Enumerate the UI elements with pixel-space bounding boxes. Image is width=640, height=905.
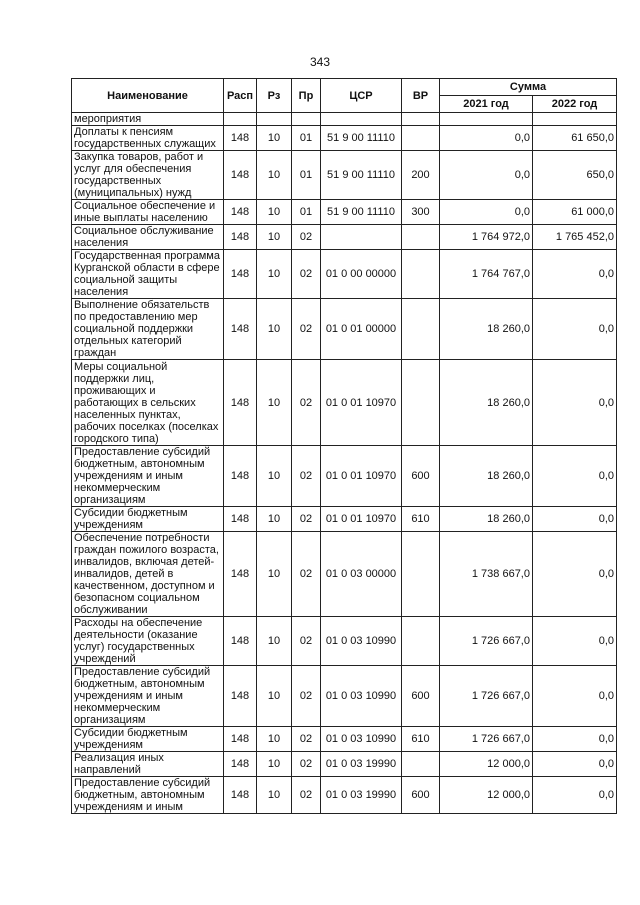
row-sum-2021: 1 726 667,0 xyxy=(440,727,533,752)
row-sum-2022: 0,0 xyxy=(533,617,617,666)
table-body xyxy=(72,113,617,814)
row-pr: 02 xyxy=(292,727,321,752)
row-rasp: 148 xyxy=(224,126,257,151)
row-sum-2021: 18 260,0 xyxy=(440,446,533,507)
row-csr: 01 0 03 10990 xyxy=(321,666,402,727)
row-rz: 10 xyxy=(257,617,292,666)
header-name: Наименование xyxy=(72,79,224,113)
row-pr: 02 xyxy=(292,507,321,532)
header-rz: Рз xyxy=(257,79,292,113)
row-rasp: 148 xyxy=(224,360,257,446)
row-csr: 01 0 01 10970 xyxy=(321,507,402,532)
header-rasp: Расп xyxy=(224,79,257,113)
row-name: Государственная программа Курганской области в сфере социальной защиты населения xyxy=(72,250,224,299)
row-vr: 610 xyxy=(402,727,440,752)
row-rasp: 148 xyxy=(224,250,257,299)
row-rz: 10 xyxy=(257,126,292,151)
row-csr: 01 0 01 10970 xyxy=(321,446,402,507)
row-rz: 10 xyxy=(257,727,292,752)
row-name: Закупка товаров, работ и услуг для обеспечения государственных (муниципальных) нужд xyxy=(72,151,224,200)
row-rasp: 148 xyxy=(224,752,257,777)
row-pr: 01 xyxy=(292,200,321,225)
row-sum-2022: 0,0 xyxy=(533,532,617,617)
row-pr: 02 xyxy=(292,752,321,777)
row-vr xyxy=(402,752,440,777)
row-sum-2022: 0,0 xyxy=(533,777,617,814)
row-sum-2022: 61 650,0 xyxy=(533,126,617,151)
row-rz: 10 xyxy=(257,507,292,532)
row-rz: 10 xyxy=(257,666,292,727)
row-vr: 300 xyxy=(402,200,440,225)
row-pr: 02 xyxy=(292,360,321,446)
row-name: Доплаты к пенсиям государственных служащих xyxy=(72,126,224,151)
row-pr: 02 xyxy=(292,532,321,617)
row-sum-2022: 61 000,0 xyxy=(533,200,617,225)
row-vr xyxy=(402,126,440,151)
table-row xyxy=(72,727,617,752)
table-header xyxy=(72,79,617,113)
row-sum-2021: 0,0 xyxy=(440,126,533,151)
header-csr: ЦСР xyxy=(321,79,402,113)
row-vr: 600 xyxy=(402,666,440,727)
row-csr: 01 0 03 19990 xyxy=(321,777,402,814)
row-rasp: 148 xyxy=(224,151,257,200)
row-rz: 10 xyxy=(257,446,292,507)
row-pr: 02 xyxy=(292,666,321,727)
row-rasp: 148 xyxy=(224,225,257,250)
budget-table xyxy=(71,78,617,814)
row-csr: 01 0 01 00000 xyxy=(321,299,402,360)
row-sum-2022: 0,0 xyxy=(533,666,617,727)
row-csr: 01 0 00 00000 xyxy=(321,250,402,299)
table-row xyxy=(72,752,617,777)
row-sum-2021: 1 738 667,0 xyxy=(440,532,533,617)
row-rasp: 148 xyxy=(224,727,257,752)
row-name: Меры социальной поддержки лиц, проживающих и работающих в сельских населенных пунктах, рабочих поселках (поселках городского типа) xyxy=(72,360,224,446)
row-rz xyxy=(257,113,292,126)
row-vr xyxy=(402,617,440,666)
row-csr: 01 0 03 10990 xyxy=(321,617,402,666)
row-vr xyxy=(402,250,440,299)
row-sum-2021: 1 764 972,0 xyxy=(440,225,533,250)
row-rasp: 148 xyxy=(224,299,257,360)
row-name: Расходы на обеспечение деятельности (оказание услуг) государственных учреждений xyxy=(72,617,224,666)
row-sum-2022: 1 765 452,0 xyxy=(533,225,617,250)
row-pr: 02 xyxy=(292,225,321,250)
row-sum-2021: 18 260,0 xyxy=(440,360,533,446)
row-rasp: 148 xyxy=(224,617,257,666)
row-name: Предоставление субсидий бюджетным, автономным учреждениям и иным некоммерческим организациям xyxy=(72,446,224,507)
header-pr: Пр xyxy=(292,79,321,113)
row-vr: 600 xyxy=(402,777,440,814)
row-sum-2022 xyxy=(533,113,617,126)
row-vr: 200 xyxy=(402,151,440,200)
row-pr: 02 xyxy=(292,250,321,299)
row-rasp: 148 xyxy=(224,200,257,225)
table-row xyxy=(72,151,617,200)
row-csr: 01 0 03 10990 xyxy=(321,727,402,752)
row-rz: 10 xyxy=(257,250,292,299)
row-rz: 10 xyxy=(257,777,292,814)
table-row xyxy=(72,446,617,507)
row-pr: 02 xyxy=(292,777,321,814)
row-vr xyxy=(402,532,440,617)
table-row xyxy=(72,777,617,814)
row-csr xyxy=(321,113,402,126)
row-csr xyxy=(321,225,402,250)
header-vr: ВР xyxy=(402,79,440,113)
row-name: Реализация иных направлений xyxy=(72,752,224,777)
row-name: мероприятия xyxy=(72,113,224,126)
row-csr: 01 0 03 00000 xyxy=(321,532,402,617)
table-row xyxy=(72,113,617,126)
table-row xyxy=(72,617,617,666)
row-rz: 10 xyxy=(257,225,292,250)
row-name: Субсидии бюджетным учреждениям xyxy=(72,507,224,532)
row-pr: 02 xyxy=(292,299,321,360)
row-sum-2021 xyxy=(440,113,533,126)
row-sum-2021: 1 726 667,0 xyxy=(440,617,533,666)
table-row xyxy=(72,532,617,617)
row-rz: 10 xyxy=(257,299,292,360)
row-vr xyxy=(402,360,440,446)
row-csr: 51 9 00 11110 xyxy=(321,151,402,200)
row-sum-2021: 12 000,0 xyxy=(440,752,533,777)
row-sum-2022: 0,0 xyxy=(533,507,617,532)
row-vr: 600 xyxy=(402,446,440,507)
row-name: Социальное обслуживание населения xyxy=(72,225,224,250)
header-summa: Сумма xyxy=(440,79,617,96)
row-sum-2022: 0,0 xyxy=(533,727,617,752)
row-csr: 51 9 00 11110 xyxy=(321,126,402,151)
row-sum-2021: 18 260,0 xyxy=(440,507,533,532)
row-pr: 01 xyxy=(292,151,321,200)
row-rasp: 148 xyxy=(224,507,257,532)
row-sum-2021: 1 726 667,0 xyxy=(440,666,533,727)
table-row xyxy=(72,126,617,151)
row-rz: 10 xyxy=(257,151,292,200)
row-sum-2021: 0,0 xyxy=(440,200,533,225)
table-row xyxy=(72,507,617,532)
row-vr xyxy=(402,299,440,360)
row-pr xyxy=(292,113,321,126)
row-name: Предоставление субсидий бюджетным, автономным учреждениям и иным некоммерческим организациям xyxy=(72,666,224,727)
row-name: Социальное обеспечение и иные выплаты населению xyxy=(72,200,224,225)
row-sum-2022: 0,0 xyxy=(533,360,617,446)
row-rz: 10 xyxy=(257,360,292,446)
row-csr: 01 0 01 10970 xyxy=(321,360,402,446)
row-name: Обеспечение потребности граждан пожилого возраста, инвалидов, включая детей-инвалидов, детей в качественном, доступном и безопасном социальном обслуживании xyxy=(72,532,224,617)
row-sum-2022: 0,0 xyxy=(533,299,617,360)
row-rz: 10 xyxy=(257,200,292,225)
row-name: Выполнение обязательств по предоставлению мер социальной поддержки отдельных категорий граждан xyxy=(72,299,224,360)
row-rasp: 148 xyxy=(224,532,257,617)
header-year-2022: 2022 год xyxy=(533,96,617,113)
row-vr xyxy=(402,113,440,126)
row-rasp: 148 xyxy=(224,446,257,507)
row-rz: 10 xyxy=(257,752,292,777)
row-name: Предоставление субсидий бюджетным, автономным учреждениям и иным xyxy=(72,777,224,814)
row-csr: 01 0 03 19990 xyxy=(321,752,402,777)
table-row xyxy=(72,360,617,446)
row-sum-2022: 650,0 xyxy=(533,151,617,200)
table-row xyxy=(72,200,617,225)
table-row xyxy=(72,299,617,360)
row-pr: 02 xyxy=(292,446,321,507)
header-year-2021: 2021 год xyxy=(440,96,533,113)
row-vr: 610 xyxy=(402,507,440,532)
row-sum-2021: 12 000,0 xyxy=(440,777,533,814)
row-rasp: 148 xyxy=(224,666,257,727)
row-rasp xyxy=(224,113,257,126)
row-csr: 51 9 00 11110 xyxy=(321,200,402,225)
table-row xyxy=(72,250,617,299)
page-number: 343 xyxy=(309,55,331,69)
row-pr: 01 xyxy=(292,126,321,151)
row-rasp: 148 xyxy=(224,777,257,814)
row-name: Субсидии бюджетным учреждениям xyxy=(72,727,224,752)
row-sum-2022: 0,0 xyxy=(533,446,617,507)
row-sum-2021: 18 260,0 xyxy=(440,299,533,360)
table-row xyxy=(72,666,617,727)
row-vr xyxy=(402,225,440,250)
row-pr: 02 xyxy=(292,617,321,666)
row-sum-2021: 1 764 767,0 xyxy=(440,250,533,299)
table-row xyxy=(72,225,617,250)
row-sum-2022: 0,0 xyxy=(533,752,617,777)
row-rz: 10 xyxy=(257,532,292,617)
row-sum-2022: 0,0 xyxy=(533,250,617,299)
row-sum-2021: 0,0 xyxy=(440,151,533,200)
